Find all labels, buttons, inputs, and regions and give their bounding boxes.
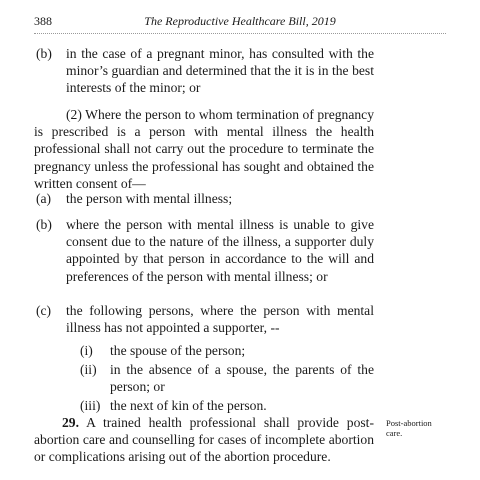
clause-b-supporter bbox=[36, 216, 374, 285]
section-number: 29. bbox=[62, 415, 79, 430]
clause-text: in the case of a pregnant minor, has consulted with the minor’s guardian and determined that the it is in the best interests of the minor; or bbox=[66, 46, 374, 96]
page-number: 388 bbox=[34, 14, 52, 28]
clause-a bbox=[36, 190, 374, 207]
subclause-marker: (ii) bbox=[80, 362, 97, 377]
clause-marker: (a) bbox=[36, 191, 52, 206]
subsection-2 bbox=[34, 106, 374, 192]
clause-text: the following persons, where the person with mental illness has not appointed a supporter, -- bbox=[66, 303, 374, 336]
header-divider bbox=[34, 33, 446, 34]
clause-marker: (b) bbox=[36, 46, 52, 61]
clause-marker: (b) bbox=[36, 217, 52, 232]
clause-text: the person with mental illness; bbox=[66, 191, 233, 206]
running-title: The Reproductive Healthcare Bill, 2019 bbox=[144, 14, 336, 28]
section-text: A trained health professional shall provide post-abortion care and counselling for cases of incomplete abortion or complications arising out of the abortion procedure. bbox=[34, 415, 374, 465]
subclause-iii bbox=[80, 397, 374, 414]
clause-c bbox=[36, 302, 374, 336]
subclause-marker: (iii) bbox=[80, 398, 101, 413]
subclause-text: the spouse of the person; bbox=[110, 343, 246, 358]
subclause-ii bbox=[80, 361, 374, 395]
marginal-note: Post-abortion care. bbox=[386, 418, 432, 438]
clause-b-minor bbox=[36, 45, 374, 97]
clause-text: where the person with mental illness is unable to give consent due to the nature of the illness, a supporter duly appointed by that person in accordance to the will and preferences of the person with mental illness; or bbox=[66, 217, 374, 284]
subclause-text: in the absence of a spouse, the parents of the person; or bbox=[110, 362, 374, 395]
subclause-i bbox=[80, 342, 374, 359]
clause-marker: (c) bbox=[36, 303, 52, 318]
subclause-marker: (i) bbox=[80, 343, 93, 358]
section-29 bbox=[34, 414, 374, 466]
subsection-text: (2) Where the person to whom termination of pregnancy is prescribed is a person with mental illness the health professional shall not carry out the procedure to terminate the pregnancy unless the professional has sought and obtained the written consent of— bbox=[34, 107, 374, 191]
subclause-text: the next of kin of the person. bbox=[110, 398, 267, 413]
